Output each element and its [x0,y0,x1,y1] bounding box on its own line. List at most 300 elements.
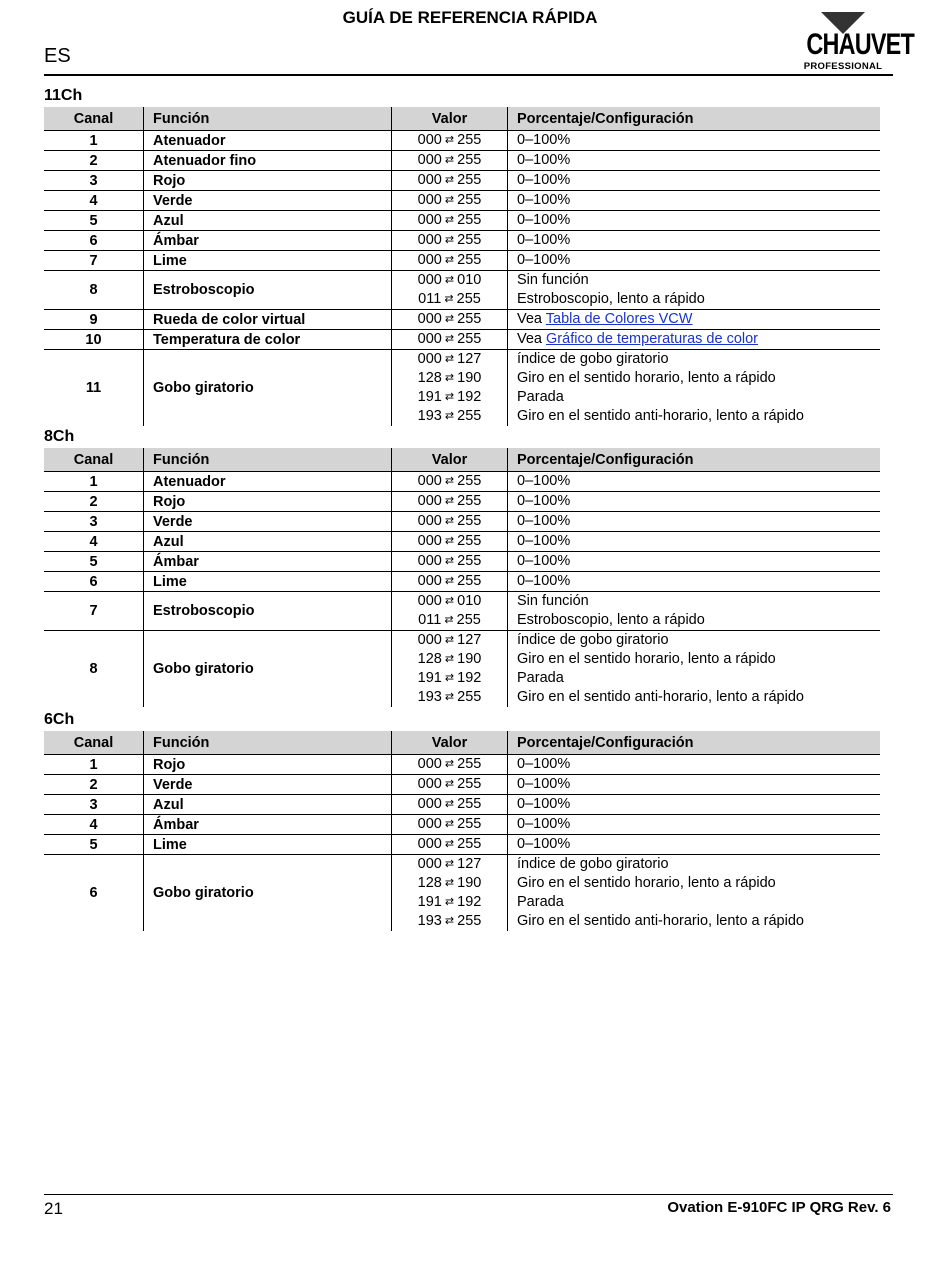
value-range [392,472,507,491]
value-range-cell [392,350,508,427]
range-end: 010 [457,593,482,609]
value-range [392,492,507,511]
value-range-cell [392,572,508,592]
channel-function: Lime [144,835,392,855]
range-end: 255 [457,796,482,812]
channel-number: 3 [44,512,144,532]
setting-label: índice de gobo giratorio [517,351,669,367]
range-end: 255 [457,513,482,529]
table-row [44,211,880,231]
channel-function: Verde [144,775,392,795]
setting-text [517,191,880,210]
setting-label: 0–100% [517,533,571,549]
channel-function: Azul [144,532,392,552]
value-range-cell [392,835,508,855]
setting-label: Parada [517,389,564,405]
range-arrow-icon: ⇄ [441,495,458,507]
setting-label: 0–100% [517,473,571,489]
table-row [44,330,880,350]
value-range [392,592,507,611]
channel-function: Estroboscopio [144,271,392,310]
dmx-channel-table [44,731,880,931]
channel-number: 8 [44,271,144,310]
range-end: 255 [457,408,482,424]
channel-function: Ámbar [144,231,392,251]
column-header: Canal [44,107,144,131]
channel-number: 1 [44,755,144,775]
channel-function: Ámbar [144,552,392,572]
channel-function: Azul [144,211,392,231]
dmx-channel-table [44,107,880,426]
range-end: 255 [457,132,482,148]
column-header: Porcentaje/Configuración [508,731,881,755]
range-arrow-icon: ⇄ [441,154,458,166]
setting-text [517,592,880,611]
setting-cell [508,532,881,552]
range-arrow-icon: ⇄ [441,691,458,703]
value-range [392,271,507,290]
value-range-cell [392,472,508,492]
setting-label: 0–100% [517,573,571,589]
setting-text [517,874,880,893]
value-range [392,191,507,210]
setting-text [517,350,880,369]
range-arrow-icon: ⇄ [441,134,458,146]
value-range [392,407,507,426]
setting-cell [508,151,881,171]
range-start: 193 [417,913,442,929]
channel-number: 5 [44,211,144,231]
table-row [44,512,880,532]
setting-text [517,407,880,426]
range-end: 255 [456,291,481,307]
range-arrow-icon: ⇄ [441,194,458,206]
column-header: Función [144,731,392,755]
range-start: 000 [417,172,442,188]
channel-number: 10 [44,330,144,350]
column-header: Canal [44,448,144,472]
table-row [44,191,880,211]
setting-text [517,775,880,794]
range-arrow-icon: ⇄ [441,915,458,927]
value-range [392,350,507,369]
range-arrow-icon: ⇄ [441,333,458,345]
setting-text [517,171,880,190]
range-end: 255 [457,533,482,549]
range-start: 000 [417,152,442,168]
range-end: 255 [457,776,482,792]
section-title: 11Ch [44,87,83,104]
setting-text [517,650,880,669]
channel-number: 7 [44,592,144,631]
setting-text [517,572,880,591]
setting-cell [508,492,881,512]
setting-cell [508,592,881,631]
range-start: 191 [417,894,442,910]
range-end: 255 [457,816,482,832]
setting-text [517,330,880,349]
range-start: 000 [417,816,442,832]
range-end: 127 [457,351,482,367]
value-range-cell [392,775,508,795]
range-arrow-icon: ⇄ [441,313,458,325]
range-arrow-icon: ⇄ [441,475,458,487]
language-code: ES [44,45,71,67]
setting-cell [508,131,881,151]
setting-cell [508,231,881,251]
value-range [392,131,507,150]
section-8ch [44,426,880,707]
range-arrow-icon: ⇄ [441,254,458,266]
range-arrow-icon: ⇄ [441,595,458,607]
channel-function: Rojo [144,171,392,191]
table-row [44,835,880,855]
setting-cell [508,631,881,708]
range-start: 000 [417,132,442,148]
range-end: 010 [457,272,482,288]
setting-label: Estroboscopio, lento a rápido [517,612,705,628]
value-range [392,211,507,230]
channel-number: 9 [44,310,144,330]
table-row [44,631,880,708]
channel-number: 6 [44,572,144,592]
setting-cell [508,512,881,532]
value-range-cell [392,251,508,271]
channel-function: Azul [144,795,392,815]
table-header-row [44,731,880,755]
range-start: 000 [417,533,442,549]
range-arrow-icon: ⇄ [441,515,458,527]
range-start: 000 [417,331,442,347]
value-range [392,532,507,551]
setting-label: Giro en el sentido anti-horario, lento a rápido [517,408,804,424]
setting-label: 0–100% [517,816,571,832]
setting-text [517,835,880,854]
range-end: 255 [457,232,482,248]
channel-function: Rojo [144,755,392,775]
setting-label: 0–100% [517,192,571,208]
channel-function: Temperatura de color [144,330,392,350]
range-end: 192 [457,389,482,405]
footer-divider [44,1194,893,1195]
range-arrow-icon: ⇄ [441,858,458,870]
range-arrow-icon: ⇄ [441,838,458,850]
range-end: 255 [457,172,482,188]
range-start: 193 [417,689,442,705]
range-start: 000 [417,252,442,268]
channel-number: 1 [44,472,144,492]
setting-cell [508,755,881,775]
table-row [44,350,880,427]
range-arrow-icon: ⇄ [441,555,458,567]
column-header: Valor [392,731,508,755]
setting-label: Giro en el sentido horario, lento a rápido [517,651,776,667]
range-arrow-icon: ⇄ [441,372,458,384]
channel-number: 2 [44,492,144,512]
setting-label: 0–100% [517,553,571,569]
channel-function: Ámbar [144,815,392,835]
channel-number: 6 [44,231,144,251]
range-start: 011 [418,291,442,307]
logo-sub-text: PROFESSIONAL [803,61,883,72]
channel-number: 5 [44,835,144,855]
range-arrow-icon: ⇄ [441,353,458,365]
setting-text [517,893,880,912]
value-range [392,512,507,531]
setting-text [517,251,880,270]
table-row [44,855,880,932]
channel-number: 4 [44,532,144,552]
setting-text [517,492,880,511]
channel-function: Atenuador [144,472,392,492]
setting-text [517,755,880,774]
range-start: 000 [417,756,442,772]
value-range [392,650,507,669]
setting-cell [508,330,881,350]
value-range [392,369,507,388]
range-end: 255 [457,913,482,929]
range-end: 255 [457,252,482,268]
value-range-cell [392,532,508,552]
setting-label: 0–100% [517,232,571,248]
setting-cell [508,552,881,572]
setting-label: 0–100% [517,172,571,188]
value-range [392,775,507,794]
range-end: 255 [457,689,482,705]
setting-text [517,815,880,834]
channel-function: Atenuador fino [144,151,392,171]
value-range-cell [392,191,508,211]
range-end: 255 [457,573,482,589]
range-start: 000 [417,513,442,529]
setting-cell [508,171,881,191]
range-arrow-icon: ⇄ [441,778,458,790]
logo-brand-text: CHAUVET [806,28,914,61]
value-range [392,151,507,170]
brand-logo [796,12,914,72]
range-start: 000 [417,776,442,792]
setting-label: Estroboscopio, lento a rápido [517,291,705,307]
setting-text [517,631,880,650]
setting-label: índice de gobo giratorio [517,632,669,648]
channel-function: Gobo giratorio [144,631,392,708]
range-start: 000 [417,351,442,367]
range-arrow-icon: ⇄ [441,758,458,770]
column-header: Función [144,107,392,131]
dmx-channel-table [44,448,880,707]
range-arrow-icon: ⇄ [441,535,458,547]
setting-text [517,688,880,707]
channel-function: Gobo giratorio [144,350,392,427]
setting-label: Giro en el sentido horario, lento a rápido [517,370,776,386]
setting-label: Vea [517,311,546,327]
setting-label: 0–100% [517,132,571,148]
range-start: 193 [417,408,442,424]
range-start: 011 [418,612,442,628]
setting-cell [508,271,881,310]
setting-label: 0–100% [517,212,571,228]
column-header: Valor [392,107,508,131]
value-range-cell [392,211,508,231]
value-range [392,893,507,912]
range-start: 000 [417,573,442,589]
setting-text [517,369,880,388]
setting-text [517,611,880,630]
setting-cell [508,310,881,330]
channel-number: 8 [89,661,98,677]
range-arrow-icon: ⇄ [441,877,458,889]
table-row [44,131,880,151]
table-row [44,755,880,775]
range-arrow-icon: ⇄ [441,896,458,908]
value-range [392,815,507,834]
section-11ch [44,85,880,426]
value-range [392,835,507,854]
setting-text [517,855,880,874]
setting-text [517,388,880,407]
channel-function: Estroboscopio [144,592,392,631]
setting-label: 0–100% [517,776,571,792]
range-arrow-icon: ⇄ [441,634,458,646]
table-row [44,472,880,492]
table-row [44,592,880,631]
value-range-cell [392,492,508,512]
value-range-cell [392,171,508,191]
channel-function: Lime [144,572,392,592]
channel-number: 11 [85,380,102,396]
range-end: 190 [457,875,482,891]
range-end: 255 [457,152,482,168]
range-start: 128 [417,875,442,891]
value-range-cell [392,795,508,815]
range-start: 000 [417,232,442,248]
table-row [44,795,880,815]
channel-function: Rueda de color virtual [144,310,392,330]
channel-number: 2 [44,151,144,171]
table-header-row [44,448,880,472]
setting-text [517,310,880,329]
table-row [44,552,880,572]
value-range-cell [392,592,508,631]
setting-label: Sin función [517,593,589,609]
setting-label: 0–100% [517,152,571,168]
range-arrow-icon: ⇄ [441,391,458,403]
range-start: 000 [417,856,442,872]
value-range-cell [392,755,508,775]
channel-function: Gobo giratorio [144,855,392,932]
table-row [44,775,880,795]
range-arrow-icon: ⇄ [441,293,457,305]
channel-number: 3 [44,171,144,191]
setting-text [517,231,880,250]
value-range-cell [392,330,508,350]
setting-cell [508,835,881,855]
range-end: 255 [457,493,482,509]
table-row [44,171,880,191]
range-end: 190 [457,370,482,386]
range-arrow-icon: ⇄ [441,798,458,810]
table-row [44,271,880,310]
setting-label: Sin función [517,272,589,288]
range-start: 000 [417,632,442,648]
table-row [44,151,880,171]
range-arrow-icon: ⇄ [441,575,458,587]
channel-function: Verde [144,191,392,211]
table-row [44,251,880,271]
range-start: 191 [417,389,442,405]
setting-label: Giro en el sentido anti-horario, lento a rápido [517,689,804,705]
range-end: 255 [457,836,482,852]
value-range [392,669,507,688]
range-start: 000 [417,553,442,569]
value-range-cell [392,310,508,330]
column-header: Porcentaje/Configuración [508,107,881,131]
channel-number: 1 [44,131,144,151]
table-row [44,815,880,835]
value-range [392,171,507,190]
value-range-cell [392,231,508,251]
setting-cell [508,472,881,492]
table-row [44,572,880,592]
table-row [44,532,880,552]
setting-text [517,512,880,531]
range-arrow-icon: ⇄ [441,672,458,684]
setting-text [517,472,880,491]
reference-link[interactable]: Tabla de Colores VCW [545,311,693,327]
setting-cell [508,855,881,932]
range-end: 255 [456,612,481,628]
channel-number: 7 [44,251,144,271]
setting-text [517,795,880,814]
range-arrow-icon: ⇄ [441,653,458,665]
page-title: GUÍA DE REFERENCIA RÁPIDA [342,8,598,27]
setting-cell [508,815,881,835]
range-start: 000 [417,836,442,852]
range-end: 192 [457,894,482,910]
range-start: 128 [417,370,442,386]
reference-link[interactable]: Gráfico de temperaturas de color [546,331,758,347]
table-row [44,231,880,251]
setting-text [517,131,880,150]
value-range-cell [392,151,508,171]
value-range [392,251,507,270]
setting-label: 0–100% [517,513,571,529]
value-range [392,231,507,250]
section-title: 8Ch [44,428,75,445]
range-end: 255 [457,331,482,347]
channel-function: Atenuador [144,131,392,151]
setting-label: Giro en el sentido anti-horario, lento a rápido [517,913,804,929]
setting-label: 0–100% [517,796,571,812]
range-end: 190 [457,651,482,667]
setting-label: 0–100% [517,756,571,772]
value-range [392,874,507,893]
setting-label: índice de gobo giratorio [517,856,669,872]
header-divider [44,74,893,76]
setting-text [517,669,880,688]
setting-text [517,290,880,309]
range-start: 128 [417,651,442,667]
range-start: 000 [417,192,442,208]
setting-cell [508,350,881,427]
channel-number: 5 [44,552,144,572]
setting-label: Giro en el sentido horario, lento a rápido [517,875,776,891]
setting-label: Vea [517,331,547,347]
column-header: Función [144,448,392,472]
channel-function: Lime [144,251,392,271]
channel-number: 4 [44,191,144,211]
setting-label: 0–100% [517,493,571,509]
